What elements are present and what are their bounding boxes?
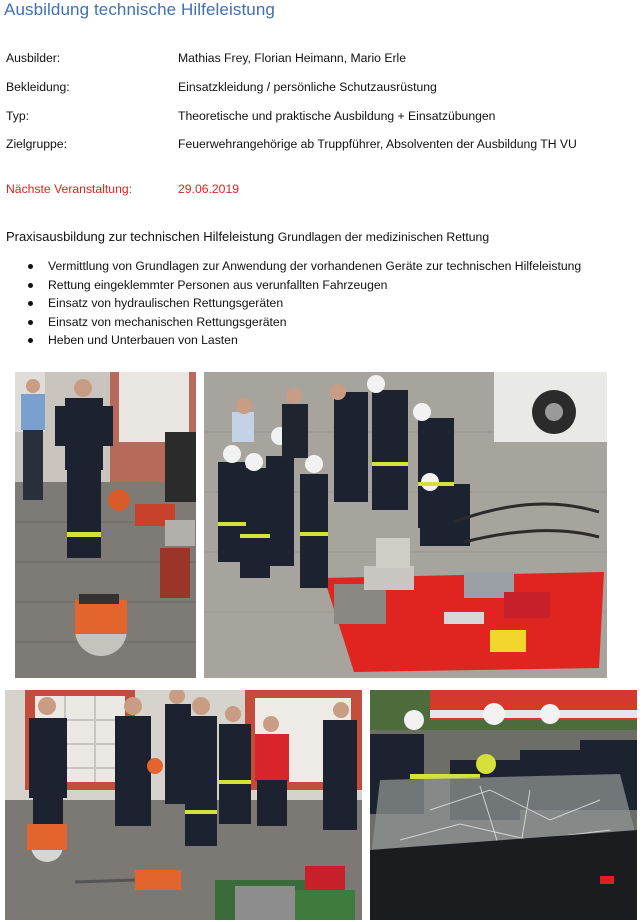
photo-instructor-with-tools bbox=[15, 372, 196, 678]
list-item: Vermittlung von Grundlagen zur Anwendung der vorhandenen Geräte zur technischen Hilfeleistung bbox=[28, 257, 581, 276]
photo-group-hydraulic-tools bbox=[204, 372, 607, 678]
bekleidung-value: Einsatzkleidung / persönliche Schutzausrüstung bbox=[178, 80, 437, 94]
typ-value: Theoretische und praktische Ausbildung + Einsatzübungen bbox=[178, 109, 496, 123]
list-item: Einsatz von hydraulischen Rettungsgeräten bbox=[28, 294, 581, 313]
section-heading-text: Praxisausbildung zur technischen Hilfeleistung bbox=[6, 229, 275, 244]
section-heading bbox=[6, 229, 489, 244]
ausbilder-value: Mathias Frey, Florian Heimann, Mario Erle bbox=[178, 51, 407, 65]
typ-label: Typ: bbox=[6, 109, 30, 123]
bekleidung-label: Bekleidung: bbox=[6, 80, 70, 94]
list-item: Heben und Unterbauen von Lasten bbox=[28, 331, 581, 350]
page-title: Ausbildung technische Hilfeleistung bbox=[4, 0, 275, 19]
photo-damaged-vehicle bbox=[370, 690, 637, 920]
zielgruppe-value: Feuerwehrangehörige ab Truppführer, Absolventen der Ausbildung TH VU bbox=[178, 137, 577, 151]
naechste-label: Nächste Veranstaltung: bbox=[6, 182, 133, 196]
photo-team-fire-station bbox=[5, 690, 362, 920]
bullet-list bbox=[28, 257, 581, 350]
ausbilder-label: Ausbilder: bbox=[6, 51, 61, 65]
naechste-value: 29.06.2019 bbox=[178, 182, 239, 196]
list-item: Einsatz von mechanischen Rettungsgeräten bbox=[28, 313, 581, 332]
list-item: Rettung eingeklemmter Personen aus verunfallten Fahrzeugen bbox=[28, 276, 581, 295]
section-subheading: Grundlagen der medizinischen Rettung bbox=[277, 230, 490, 244]
zielgruppe-label: Zielgruppe: bbox=[6, 137, 67, 151]
